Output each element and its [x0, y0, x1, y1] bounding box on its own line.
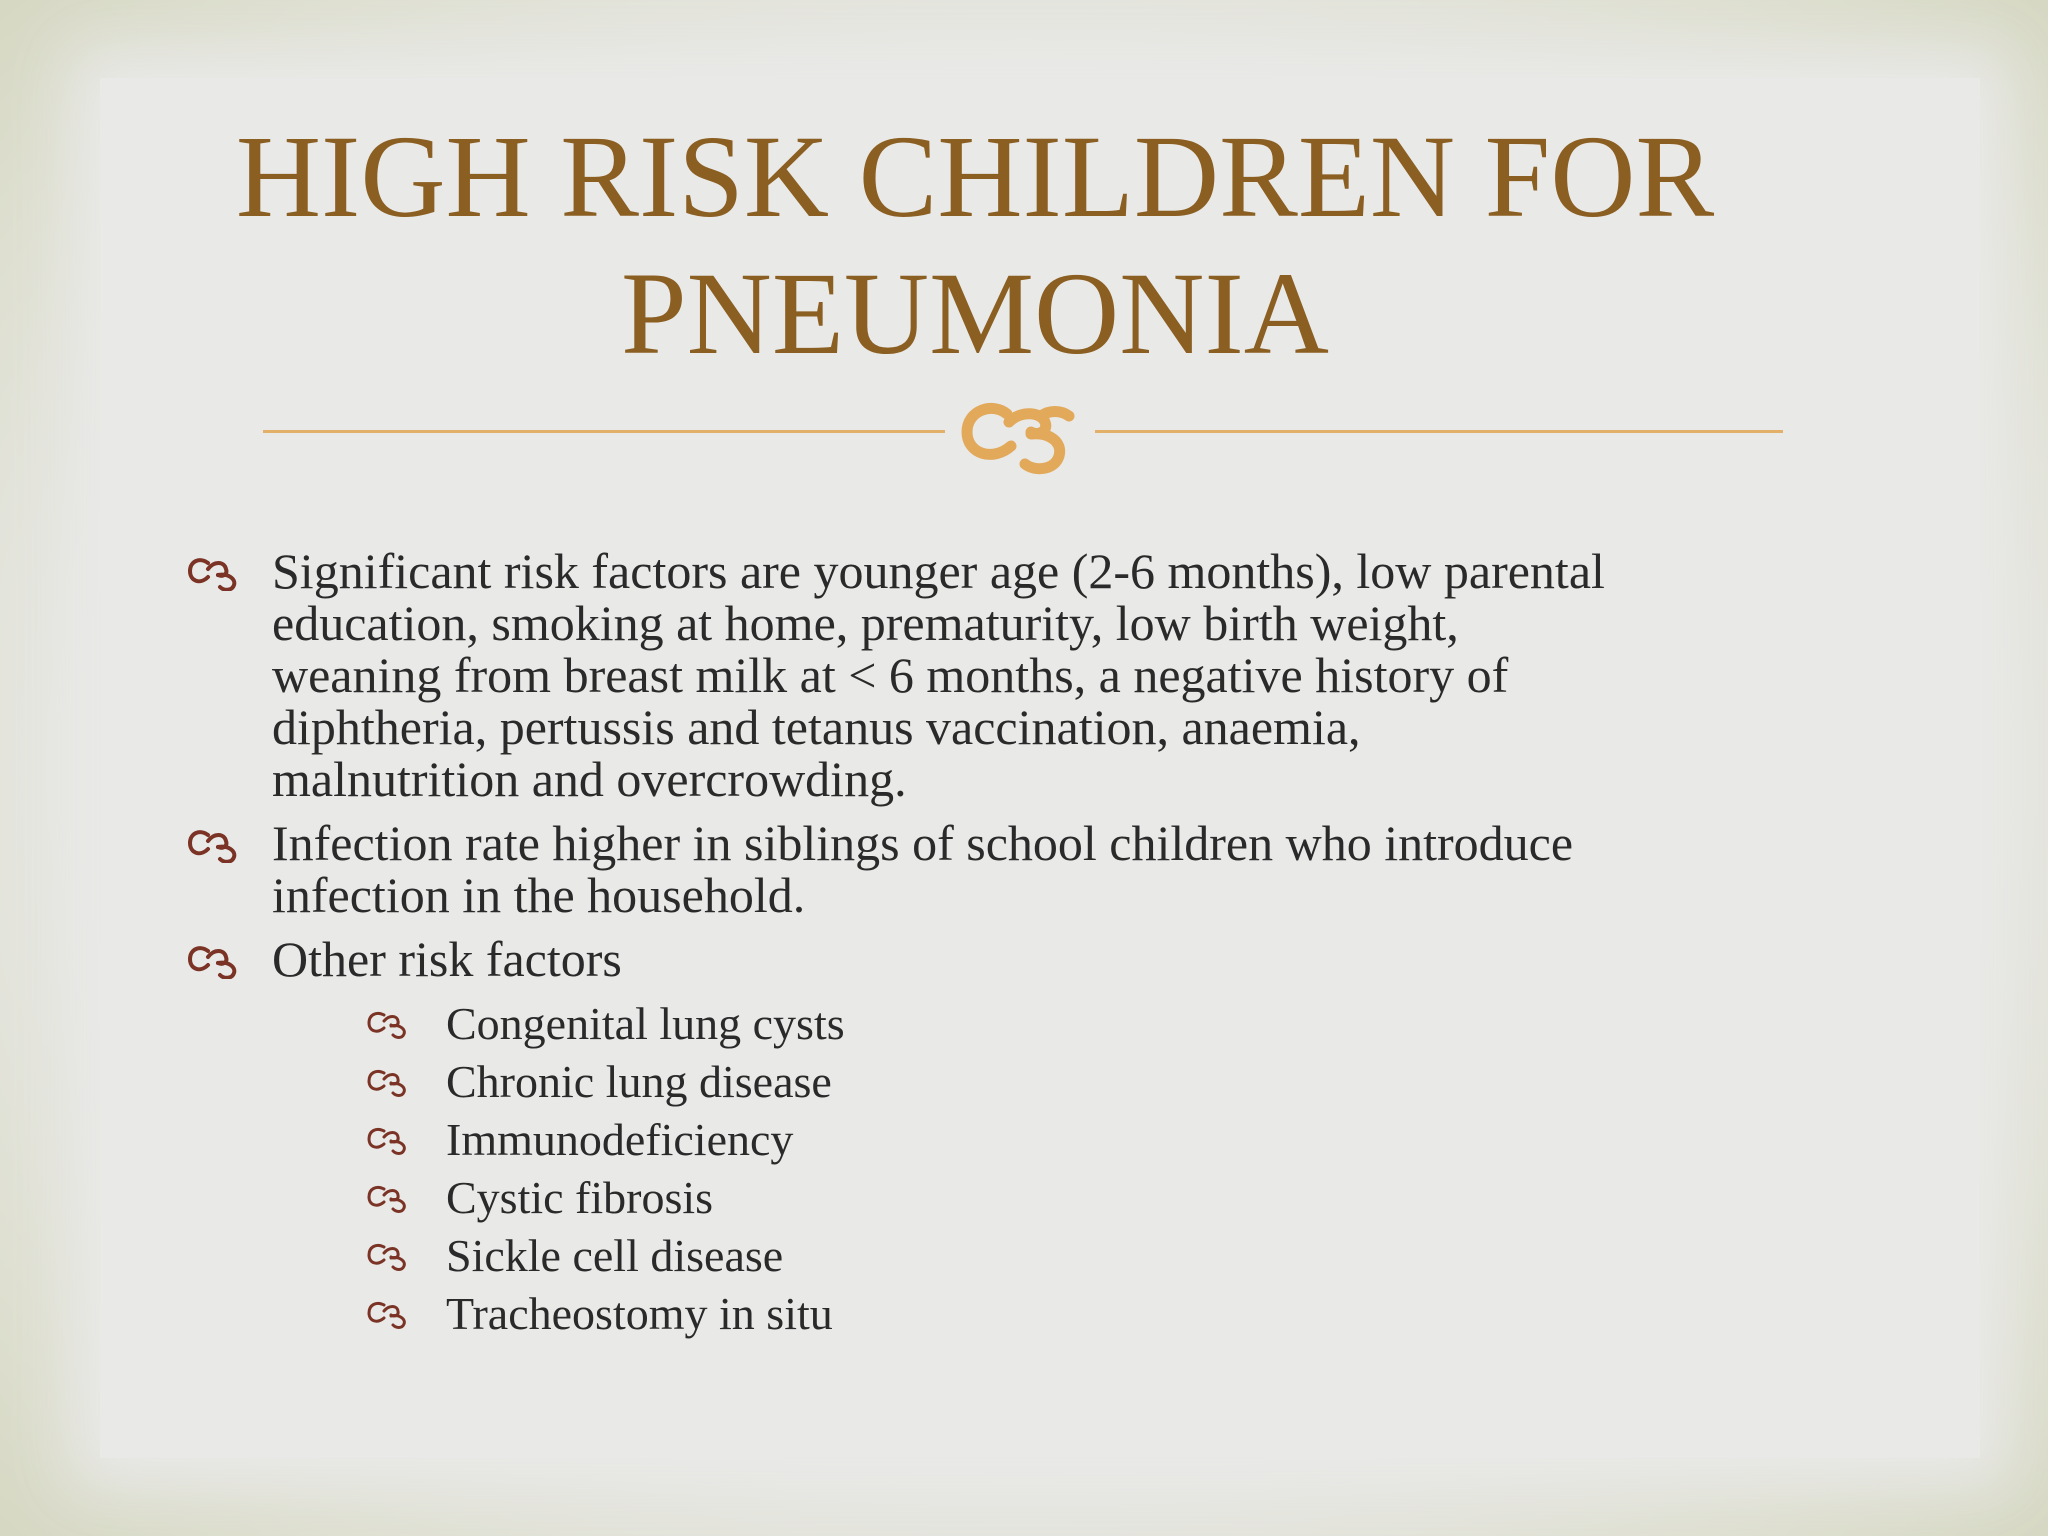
title-line-2: PNEUMONIA — [621, 248, 1329, 379]
sub-bullet-text: Chronic lung disease — [446, 1056, 832, 1107]
bullet-line: education, smoking at home, prematurity, low birth weight, — [272, 595, 1459, 651]
flourish-icon — [945, 380, 1095, 480]
sub-bullet-flourish-icon — [366, 1007, 410, 1039]
sub-bullet-text: Sickle cell disease — [446, 1230, 784, 1281]
sub-bullet-flourish-icon — [366, 1181, 410, 1213]
sub-bullet-item — [366, 1111, 1866, 1169]
bullet-list — [186, 545, 1866, 1355]
bullet-line: Infection rate higher in siblings of school children who introduce — [272, 815, 1574, 871]
bullet-line: weaning from breast milk at < 6 months, a negative history of — [272, 647, 1509, 703]
sub-bullet-flourish-icon — [366, 1297, 410, 1329]
bullet-flourish-icon — [186, 939, 244, 979]
bullet-item — [186, 545, 1866, 805]
bullet-line: Other risk factors — [272, 931, 622, 987]
sub-bullet-text: Immunodeficiency — [446, 1114, 794, 1165]
slide-title — [200, 108, 1750, 382]
sub-bullet-item — [366, 1169, 1866, 1227]
title-line-1: HIGH RISK CHILDREN FOR — [235, 111, 1715, 242]
sub-bullet-item — [366, 1053, 1866, 1111]
sub-bullet-flourish-icon — [366, 1123, 410, 1155]
sub-bullet-item — [366, 1285, 1866, 1343]
sub-bullet-item — [366, 995, 1866, 1053]
sub-bullet-flourish-icon — [366, 1065, 410, 1097]
sub-bullet-item — [366, 1227, 1866, 1285]
bullet-flourish-icon — [186, 551, 244, 591]
bullet-item — [186, 817, 1866, 921]
sub-bullet-flourish-icon — [366, 1239, 410, 1271]
bullet-flourish-icon — [186, 823, 244, 863]
bullet-line: diphtheria, pertussis and tetanus vaccination, anaemia, — [272, 699, 1361, 755]
sub-bullet-list — [272, 995, 1866, 1343]
bullet-line: infection in the household. — [272, 867, 806, 923]
bullet-item — [186, 933, 1866, 1343]
bullet-line: Significant risk factors are younger age (2-6 months), low parental — [272, 543, 1605, 599]
sub-bullet-text: Tracheostomy in situ — [446, 1288, 833, 1339]
sub-bullet-text: Cystic fibrosis — [446, 1172, 714, 1223]
bullet-line: malnutrition and overcrowding. — [272, 751, 907, 807]
sub-bullet-text: Congenital lung cysts — [446, 998, 845, 1049]
